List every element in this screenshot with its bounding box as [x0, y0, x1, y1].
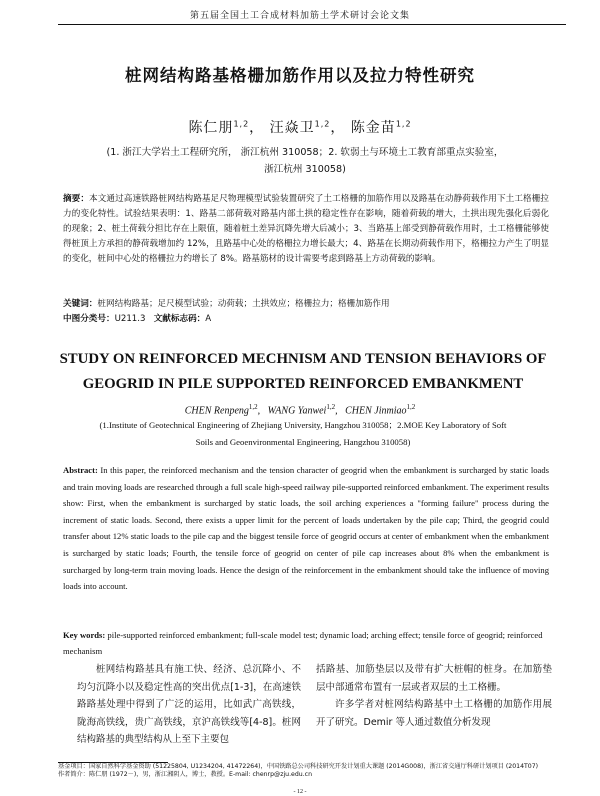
author-sup: 1,2 — [233, 119, 250, 129]
en-author: CHEN Renpeng — [184, 405, 249, 417]
doc-code-label: 文献标志码： — [153, 314, 206, 324]
en-affiliation — [48, 417, 558, 451]
author-note — [58, 771, 558, 779]
cn-keywords — [63, 297, 549, 309]
cn-title: 桩网结构路基格栅加筋作用以及拉力特性研究 — [125, 66, 475, 85]
cn-classification — [63, 312, 549, 324]
cn-author: 陈金苗 — [350, 120, 396, 136]
footnote — [58, 763, 558, 780]
cn-keywords-label: 关键词： — [63, 299, 98, 309]
author-sup: 1,2 — [314, 119, 331, 129]
cn-author: 汪焱卫 — [269, 120, 315, 136]
classification-value: U211.3 — [114, 314, 146, 324]
en-authors: CHEN Renpeng$^{1,2}$, WANG Yanwei$^{1,2}$, CHEN Jinmiao$^{1,2}$ — [184, 403, 416, 417]
author-sup: 1,2 — [326, 403, 336, 411]
author-note-text: 陈仁朋 (1972－)，男，浙江湘阴人，博士，教授。E-mail: chenrp@zju.edu.cn — [88, 771, 313, 779]
running-header: 第五届全国土工合成材料加筋土学术研讨会论文集 — [189, 11, 410, 21]
cn-keywords-text: 桩网结构路基；足尺模型试验；动荷载；土拱效应；格栅拉力；格栅加筋作用 — [97, 299, 390, 309]
fund-text: 国家自然科学基金资助 (51225804, U1234204, 41472264)，中国铁路总公司科技研究开发计划重大课题 (2014G008)，浙江省交通厅科研计划项目 (2014T07) — [88, 763, 539, 770]
body-paragraph: 括路基、加筋垫层以及带有扩大桩帽的桩身。在加筋垫层中部通常布置有一层或者双层的土工格栅。 — [316, 664, 552, 693]
header-rule — [58, 24, 566, 25]
en-abstract-text: In this paper, the reinforced mechanism and the tension character of geogrid when the embankment is surcharged by static loads and train moving loads are researched through a full scale high-speed railway pile-supported reinforced embankment. The experiment results show: First, when the embankment is surcharged by static loads, the soil arching experiences a "forming failure" process during the increment of static loads. Second, there exists a upper limit for the percent of loads undertaken by the pile cap; Third, the geogrid could transfer about 12% static loads to the pile cap and the biggest tensile force of geogrid occurs at center of embankment when the embankment is surcharged by static loads; Fourth, the tensile force of geogrid on center of pile cap increases about 8% when the embankment is surcharged by long-term train moving loads. Hence the design of the reinforcement in the embankment should take the influence of moving loads into account. — [63, 465, 549, 592]
cn-author: 陈仁朋 — [188, 120, 234, 136]
en-author: WANG Yanwei — [267, 405, 327, 417]
cn-abstract-label: 摘要： — [63, 194, 90, 204]
en-affiliation-line: (1.Institute of Geotechnical Engineering of Zhejiang University, Hangzhou 310058；2.MOE Key Laboratory of Soft — [99, 420, 507, 430]
body-paragraph: 许多学者对桩网结构路基中土工格栅的加筋作用展开了研究。Demir 等人通过数值分析发现 — [316, 699, 552, 728]
author-sup: 1,2 — [406, 403, 416, 411]
fund-label: 基金项目： — [58, 763, 89, 770]
cn-authors: 陈仁朋$^{1,2}$， 汪焱卫$^{1,2}$， 陈金苗$^{1,2}$ — [188, 119, 412, 136]
cn-affiliation — [64, 144, 546, 178]
page-number: - 12 - — [293, 789, 307, 795]
author-sup: 1,2 — [395, 119, 412, 129]
en-affiliation-line: Soils and Geoenvironmental Engineering, Hangzhou 310058) — [195, 437, 411, 447]
body-column-left: 桩网结构路基具有施工快、经济、总沉降小、不均匀沉降小以及稳定性高的突出优点[1-3]，在高速铁路路基处理中得到了广泛的运用，比如武广高铁线，陇海高铁线，贵广高铁线，京沪高铁线等[4-8]。桩网结构路基的典型结构从上至下主要包 — [77, 664, 301, 745]
cn-abstract-text: 本文通过高速铁路桩网结构路基足尺物理模型试验装置研究了土工格栅的加筋作用以及路基在动静荷载作用下土工格栅拉力的变化特性。试验结果表明：1、路基二部荷载对路基内部土拱的稳定性存在影响，随着荷载的增大，土拱出现先强化后弱化的现象；2、桩土荷载分担比存在上限值，随着桩土差异沉降先增大后减小；3、当路基上部受到静荷载作用时，土工格栅能够使得桩顶上方承担的静荷载增加约 12%，且路基中心处的格栅拉力增长最大；4、路基在长期动荷载作用下，格栅拉力产生了明显的变化，桩间中心处的格栅拉力约增长了 8%。路基筋材的设计需要考虑到路基上方动荷载的影响。 — [63, 194, 549, 264]
en-abstract — [63, 462, 549, 595]
en-abstract-label: Abstract: — [63, 465, 98, 475]
en-author: CHEN Jinmiao — [345, 405, 407, 417]
author-note-label: 作者简介： — [58, 771, 89, 779]
body-column-right — [316, 661, 552, 731]
cn-abstract — [63, 192, 549, 267]
en-keywords — [63, 627, 549, 659]
en-title: STUDY ON REINFORCED MECHNISM AND TENSION BEHAVIORS OF GEOGRID IN PILE SUPPORTED REINFORCED EMBANKMENT — [59, 351, 547, 392]
doc-code-value: A — [205, 314, 212, 324]
en-keywords-text: pile-supported reinforced embankment; full-scale model test; dynamic load; arching effect; tensile force of geogrid; reinforced mechanism — [63, 630, 543, 656]
cn-affiliation-line: 浙江杭州 310058) — [264, 164, 346, 175]
classification-label: 中图分类号： — [63, 314, 115, 324]
en-keywords-label: Key words: — [63, 630, 106, 640]
author-sup: 1,2 — [248, 403, 258, 411]
cn-affiliation-line: (1. 浙江大学岩土工程研究所， 浙江杭州 310058；2. 软弱土与环境土工教育部重点实验室， — [106, 147, 504, 158]
